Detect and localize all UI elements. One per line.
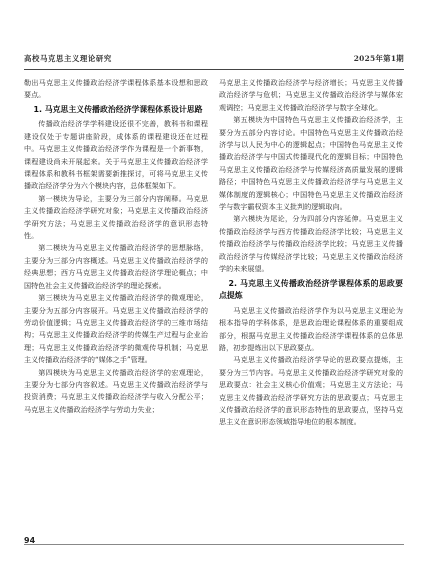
paragraph: 第六模块为尾论，分为四部分内容延伸。马克思主义传播政治经济学与西方传播政治经济学比较；马克思主义传播政治经济学与传播政治经济学比较；马克思主义传播政治经济学与传媒经济学比较；马克思主义传播政治经济学的未来展望。 bbox=[219, 214, 403, 274]
paragraph: 马克思主义传播政治经济学导论的思政要点提炼，主要分为三节内容。马克思主义传播政治经济学研究对象的思政要点：社会主义核心价值观；马克思主义方法论；马克思主义传播政治经济学研究方法的思政要点；马克思主义传播政治经济学的意识形态特性的思政要点，坚持马克思主义在意识形态领域指导地位的根本制度。 bbox=[219, 355, 403, 427]
paragraph: 第三模块为马克思主义传播政治经济学的微观理论，主要分为五部分内容展开。马克思主义传播政治经济学的劳动价值逻辑；马克思主义传播政治经济学的三维市场结构；马克思主义传播政治经济学的传媒生产过程与企业治理；马克思主义传播政治经济学的微观传导机制；马克思主义传播政治经济学的“媒体之手”管理。 bbox=[24, 293, 208, 365]
issue-label: 2025年第1期 bbox=[353, 53, 404, 63]
paragraph: 马克思主义传播政治经济学作为以马克思主义理论为根本指导的学科体系，是思政治理论课程体系的重要组成部分，根据马克思主义传播政治经济学课程体系的总体思路，初步提炼出以下思政要点。 bbox=[219, 305, 403, 352]
paragraph: 第二模块为马克思主义传播政治经济学的思想脉络，主要分为三部分内容概述。马克思主义传播政治经济学的经典思想；西方马克思主义传播政治经济学理论概点；中国特色社会主义传播政治经济学的理论探索。 bbox=[24, 243, 208, 290]
page-number: 94 bbox=[24, 536, 36, 545]
page-footer bbox=[24, 528, 404, 545]
section-heading: 2. 马克思主义传播政治经济学课程体系的思政要点提炼 bbox=[219, 278, 403, 301]
paragraph: 第一模块为导论，主要分为三部分内容阐释。马克思主义传播政治经济学研究对象；马克思主义传播政治经济学研究方法；马克思主义传播政治经济学的意识形态特性。 bbox=[24, 193, 208, 241]
paragraph: 第五模块为中国特色马克思主义传播政治经济学，主要分为五部分内容讨论。中国特色马克思主义传播政治经济学与以人民为中心的逻辑起点；中国特色马克思主义传播政治经济学与中国式传播现代化的逻辑目标；中国特色马克思主义传播政治经济学与传媒经济高质量发展的逻辑路径；中国特色马克思主义传播政治经济学与马克思主义媒体制度的逻辑核心；中国特色马克思主义传播政治经济学与数字霸权资本主义批判的逻辑取向。 bbox=[219, 115, 403, 212]
header-rule bbox=[24, 69, 404, 70]
left-column bbox=[24, 77, 208, 416]
paragraph: 勒出马克思主义传播政治经济学课程体系基本设想和思政要点。 bbox=[24, 78, 208, 100]
footer-rule bbox=[24, 544, 404, 545]
paragraph: 第四模块为马克思主义传播政治经济学的宏观理论，主要分为七部分内容叙述。马克思主义传播政治经济学与投资消费；马克思主义传播政治经济学与收入分配公平；马克思主义传播政治经济学与劳动力失业； bbox=[24, 367, 208, 414]
section-heading: 1. 马克思主义传播政治经济学课程体系设计思路 bbox=[33, 104, 203, 114]
running-header bbox=[24, 50, 404, 66]
paragraph: 传播政治经济学学科建设还很不完善，教科书和课程建设仅处于专题讲座阶段，成体系的课程建设还在过程中。马克思主义传播政治经济学作为课程是一个新事物，课程建设尚未开展起来。关于马克思主义传播政治经济学课程体系和教科书框架需要新推探讨，可将马克思主义传播政治经济学分为六个模块内容，总体框架如下。 bbox=[24, 119, 208, 191]
paragraph: 马克思主义传播政治经济学与经济增长；马克思主义传播政治经济学与危机；马克思主义传播政治经济学与媒体宏观调控；马克思主义传播政治经济学与数字全球化。 bbox=[219, 78, 403, 112]
journal-name: 高校马克思主义理论研究 bbox=[24, 53, 112, 63]
right-column bbox=[219, 77, 403, 429]
